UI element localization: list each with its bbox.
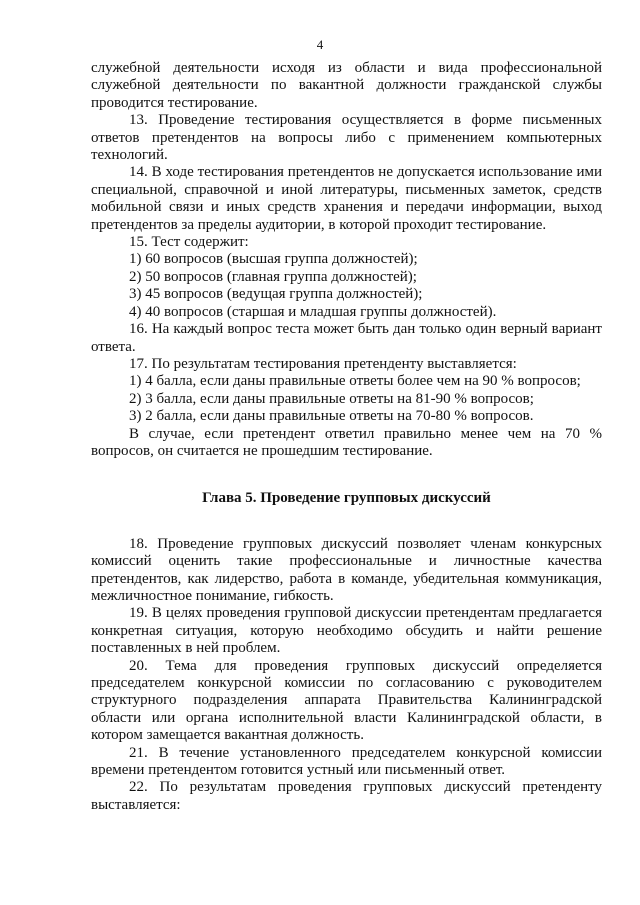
list-item: 4) 40 вопросов (старшая и младшая группы должностей).	[129, 303, 497, 320]
document-body	[91, 60, 602, 814]
section-before-heading	[91, 60, 602, 460]
paragraph: 20. Тема для проведения групповых дискуссий определяется председателем конкурсной комиссии по согласованию с руководителем структурного подразделения аппарата Правительства Калининградской области или органа исполнительной власти Калининградской области, в котором замещается вакантная должность.	[91, 657, 602, 744]
paragraph: 16. На каждый вопрос теста может быть дан только один верный вариант ответа.	[91, 321, 602, 355]
paragraph: 13. Проведение тестирования осуществляется в форме письменных ответов претендентов на вопросы либо с применением компьютерных технологий.	[91, 112, 602, 164]
list-item: 2) 50 вопросов (главная группа должностей);	[129, 268, 417, 285]
chapter-heading: Глава 5. Проведение групповых дискуссий	[202, 490, 491, 507]
list-item: 1) 60 вопросов (высшая группа должностей);	[129, 251, 418, 268]
paragraph: 21. В течение установленного председателем конкурсной комиссии времени претендентом готовится устный или письменный ответ.	[91, 744, 602, 779]
paragraph: служебной деятельности исходя из области и вида профессиональной служебной деятельности по вакантной должности гражданской службы проводится тестирование.	[91, 60, 602, 111]
page-number: 4	[316, 37, 324, 52]
paragraph: 22. По результатам проведения групповых дискуссий претенденту выставляется:	[91, 779, 602, 813]
paragraph: 19. В целях проведения групповой дискуссии претендентам предлагается конкретная ситуация, которую необходимо обсудить и найти решение поставленных в ней проблем.	[91, 605, 602, 657]
paragraph: 15. Тест содержит:	[129, 234, 249, 251]
paragraph: 14. В ходе тестирования претендентов не допускается использование ими специальной, справочной и иной литературы, письменных заметок, средств мобильной связи и иных средств хранения и передачи информации, выход претендентов за пределы аудитории, в которой проходит тестирование.	[91, 164, 602, 233]
paragraph: В случае, если претендент ответил правильно менее чем на 70 % вопросов, он считается не прошедшим тестирование.	[91, 425, 602, 459]
list-item: 3) 2 балла, если даны правильные ответы на 70-80 % вопросов.	[129, 408, 534, 425]
paragraph: 17. По результатам тестирования претенденту выставляется:	[129, 355, 517, 372]
list-item: 3) 45 вопросов (ведущая группа должностей);	[129, 286, 423, 303]
list-item: 2) 3 балла, если даны правильные ответы на 81-90 % вопросов;	[129, 390, 534, 407]
paragraph: 18. Проведение групповых дискуссий позволяет членам конкурсных комиссий оценить такие профессиональные и личностные качества претендентов, как лидерство, работа в команде, убедительная коммуникация, межличностное понимание, гибкость.	[91, 535, 602, 604]
section-after-heading	[91, 536, 602, 815]
list-item: 1) 4 балла, если даны правильные ответы более чем на 90 % вопросов;	[129, 373, 581, 390]
